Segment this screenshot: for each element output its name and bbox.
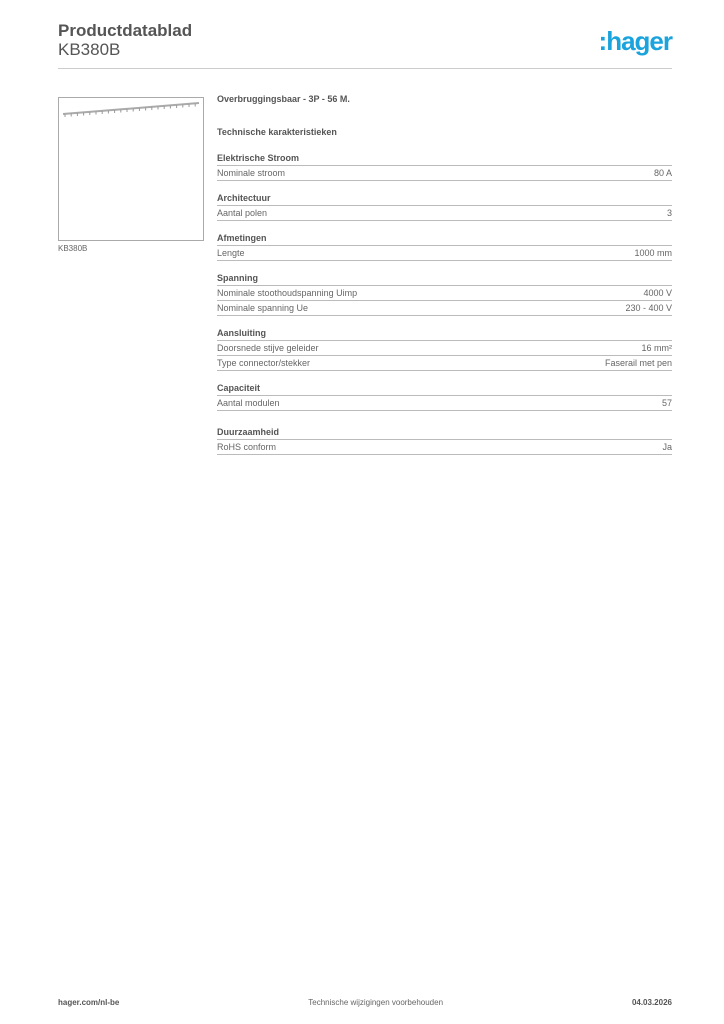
footer bbox=[58, 998, 672, 1007]
footer-notice: Technische wijzigingen voorbehouden bbox=[308, 998, 444, 1007]
spec-value: 80 A bbox=[653, 168, 672, 178]
spec-value: 1000 mm bbox=[634, 248, 672, 258]
spec-label: Nominale stoothoudspanning Uimp bbox=[217, 288, 358, 298]
spec-row bbox=[217, 356, 672, 371]
spec-content bbox=[217, 94, 672, 455]
spec-section bbox=[217, 382, 672, 411]
section-title: Capaciteit bbox=[217, 382, 672, 396]
footer-date: 04.03.2026 bbox=[631, 998, 672, 1007]
spec-row bbox=[217, 206, 672, 221]
hager-logo: :hager bbox=[598, 26, 672, 56]
spec-label: Doorsnede stijve geleider bbox=[217, 343, 319, 353]
spec-label: Aantal modulen bbox=[217, 398, 280, 408]
section-title: Afmetingen bbox=[217, 232, 672, 246]
product-image bbox=[58, 97, 204, 241]
section-title: Spanning bbox=[217, 272, 672, 286]
spec-section bbox=[217, 327, 672, 371]
product-name: Overbruggingsbaar - 3P - 56 M. bbox=[217, 94, 350, 104]
section-title: Architectuur bbox=[217, 192, 672, 206]
spec-section bbox=[217, 272, 672, 316]
footer-website[interactable]: hager.com/nl-be bbox=[58, 998, 120, 1007]
spec-label: Nominale spanning Ue bbox=[217, 303, 309, 313]
section-title: Aansluiting bbox=[217, 327, 672, 341]
spec-row bbox=[217, 286, 672, 301]
spec-label: Aantal polen bbox=[217, 208, 268, 218]
spec-label: Type connector/stekker bbox=[217, 358, 311, 368]
spec-value: 4000 V bbox=[643, 288, 672, 298]
page-title: Productdatablad bbox=[58, 21, 193, 40]
spec-section bbox=[217, 426, 672, 455]
spec-row bbox=[217, 166, 672, 181]
busbar-image-icon bbox=[59, 98, 203, 128]
spec-section bbox=[217, 192, 672, 221]
spec-label: RoHS conform bbox=[217, 442, 277, 452]
image-caption: KB380B bbox=[58, 244, 88, 253]
spec-row bbox=[217, 440, 672, 455]
spec-value: Ja bbox=[662, 442, 672, 452]
section-title: Elektrische Stroom bbox=[217, 152, 672, 166]
spec-row bbox=[217, 396, 672, 411]
spec-row bbox=[217, 341, 672, 356]
spec-value: 230 - 400 V bbox=[625, 303, 672, 313]
section-title: Duurzaamheid bbox=[217, 426, 672, 440]
spec-row bbox=[217, 246, 672, 261]
spec-section bbox=[217, 232, 672, 261]
header-divider bbox=[58, 68, 672, 69]
spec-label: Lengte bbox=[217, 248, 245, 258]
spec-value: 3 bbox=[666, 208, 672, 218]
spec-value: 16 mm² bbox=[641, 343, 672, 353]
spec-value: Faserail met pen bbox=[604, 358, 672, 368]
spec-section bbox=[217, 152, 672, 181]
tech-heading: Technische karakteristieken bbox=[217, 127, 337, 137]
spec-row bbox=[217, 301, 672, 316]
spec-label: Nominale stroom bbox=[217, 168, 286, 178]
product-code: KB380B bbox=[58, 40, 121, 59]
spec-value: 57 bbox=[661, 398, 672, 408]
